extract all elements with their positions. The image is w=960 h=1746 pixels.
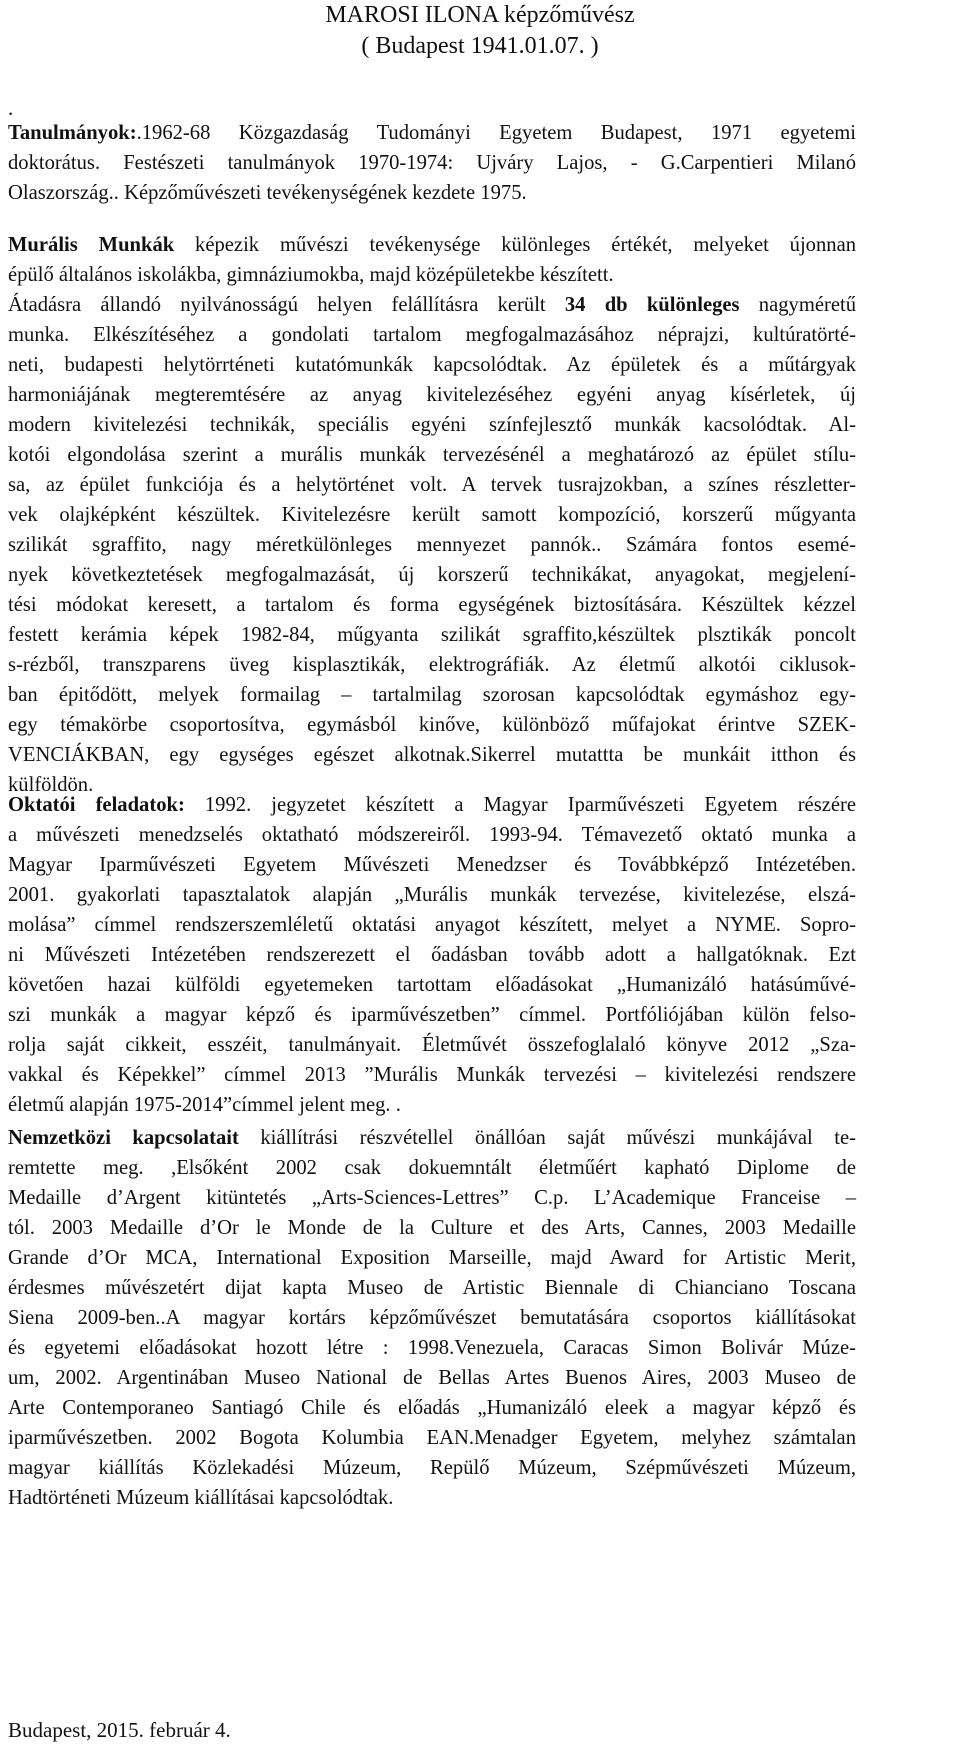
murals-line — [8, 290, 856, 320]
teaching-line: molása” címmel rendszerszemléletű oktatási anyagot készített, melyet a NYME. Sopro- — [8, 914, 856, 936]
murals-heading: Murális Munkák — [8, 234, 175, 256]
studies-line — [8, 118, 856, 148]
international-heading: Nemzetközi kapcsolatait — [8, 1127, 239, 1149]
place-date-footer: Budapest, 2015. február 4. — [8, 1718, 231, 1742]
murals-text: Átadásra állandó nyilvánosságú helyen felállításra került — [8, 294, 565, 316]
murals-line: modern kivitelezési technikák, speciális egyéni színfejlesztő munkák kacsolódtak. Al- — [8, 414, 856, 436]
studies-section — [8, 118, 856, 208]
murals-line: neti, budapesti helytörrténeti kutatómunkák kapcsolódtak. Az épületek és a műtárgyak — [8, 354, 856, 376]
international-line: érdesmes művészetért dijat kapta Museo de Artistic Biennale di Chianciano Toscana — [8, 1277, 856, 1299]
international-line: Siena 2009-ben..A magyar kortárs képzőművészet bemutatására csoportos kiállításokat — [8, 1307, 856, 1329]
teaching-line: 2001. gyakorlati tapasztalatok alapján „Murális munkák tervezése, kivitelezése, elszá- — [8, 884, 856, 906]
international-line: Medaille d’Argent kitüntetés „Arts-Sciences-Lettres” C.p. L’Academique Franceise – — [8, 1187, 856, 1209]
international-line: iparművészetben. 2002 Bogota Kolumbia EAN.Menadger Egyetem, melyhez számtalan — [8, 1427, 856, 1449]
murals-line: munka. Elkészítéséhez a gondolati tartalom megfogalmazásához néprajzi, kultúratörté- — [8, 324, 856, 346]
murals-line: külföldön. — [8, 774, 94, 796]
international-line: remtette meg. ,Elsőként 2002 csak dokuemntált életműért kapható Diplome de — [8, 1157, 856, 1179]
murals-line: ban épitődött, melyek formailag – tartalmilag szorosan kapcsolódtak egymáshoz egy- — [8, 684, 856, 706]
murals-line: VENCIÁKBAN, egy egységes egészet alkotnak.Sikerrel mutattta be munkáit itthon és — [8, 744, 856, 766]
teaching-line: vakkal és Képekkel” címmel 2013 ”Murális Munkák tervezési – kivitelezési rendszere — [8, 1064, 856, 1086]
international-section — [8, 1123, 856, 1513]
teaching-line: szi munkák a magyar képző és iparművészetben” címmel. Portfóliójában külön felso- — [8, 1004, 856, 1026]
international-line: Grande d’Or MCA, International Exposition Marseille, majd Award for Artistic Merit, — [8, 1247, 856, 1269]
artist-name-title: MAROSI ILONA képzőművész — [325, 2, 635, 28]
teaching-line: rolja saját cikkeit, esszéit, tanulmányait. Életművét összefoglalaló könyve 2012 „Sza- — [8, 1034, 856, 1056]
teaching-line: követően hazai külföldi egyetemeken tartottam előadásokat „Humanizáló hatásúművé- — [8, 974, 856, 996]
murals-line: tési módokat keresett, a tartalom és forma egységének biztosítására. Készültek kézzel — [8, 594, 856, 616]
teaching-text: 1992. jegyzetet készített a Magyar Iparművészeti Egyetem részére — [184, 794, 856, 816]
stray-dot: . — [8, 96, 14, 120]
murals-line: festett kerámia képek 1982-84, műgyanta szilikát sgraffito,készültek plsztikák poncolt — [8, 624, 856, 646]
murals-line: s-rézből, transzparens üveg kisplasztikák, elektrográfiák. Az életmű alkotói ciklusok- — [8, 654, 856, 676]
teaching-line: a művészeti menedzselés oktatható módszereiről. 1993-94. Témavezető oktató munka a — [8, 824, 856, 846]
murals-count-highlight: 34 db különleges — [564, 294, 740, 316]
teaching-section — [8, 790, 856, 1120]
murals-line: épülő általános iskolákba, gimnáziumokba, majd középületekbe készített. — [8, 264, 614, 286]
murals-line — [8, 230, 856, 260]
international-line: Arte Contemporaneo Santiagó Chile és előadás „Humanizáló eleek a magyar képző és — [8, 1397, 856, 1419]
murals-line: kotói elgondolása szerint a murális munkák tervezésénél a meghatározó az épület stílu- — [8, 444, 856, 466]
international-line: és egyetemi előadásokat hozott létre : 1998.Venezuela, Caracas Simon Bolivár Múze- — [8, 1337, 856, 1359]
murals-line: harmoniájának megteremtésére az anyag kivitelezéséhez egyéni anyag kísérletek, új — [8, 384, 856, 406]
murals-line: vek olajképként készültek. Kivitelezésre került samott kompozíció, korszerű műgyanta — [8, 504, 856, 526]
studies-heading: Tanulmányok: — [8, 122, 137, 144]
studies-text: .1962-68 Közgazdaság Tudományi Egyetem Budapest, 1971 egyetemi — [136, 122, 856, 144]
studies-line: doktorátus. Festészeti tanulmányok 1970-1974: Ujváry Lajos, - G.Carpentieri Milanó — [8, 152, 856, 174]
murals-line: szilikát sgraffito, nagy méretkülönleges mennyezet pannók.. Számára fontos esemé- — [8, 534, 856, 556]
murals-line: sa, az épület funkciója és a helytörténet volt. A tervek tusrajzokban, a színes részletter- — [8, 474, 856, 496]
teaching-line: életmű alapján 1975-2014”címmel jelent meg. . — [8, 1094, 401, 1116]
murals-text: nagyméretű — [739, 294, 856, 316]
international-line: Hadtörténeti Múzeum kiállításai kapcsolódtak. — [8, 1487, 394, 1509]
murals-line: nyek következtetések megfogalmazását, új korszerű technikákat, anyagokat, megjelení- — [8, 564, 856, 586]
teaching-heading: Oktatói feladatok: — [8, 794, 185, 816]
teaching-line: ni Művészeti Intézetében rendszerezett el őadásban tovább adott a hallgatóknak. Ezt — [8, 944, 856, 966]
birth-date-subtitle: ( Budapest 1941.01.07. ) — [361, 33, 599, 59]
international-text: kiállítrási részvétellel önállóan saját művészi munkájával te- — [238, 1127, 856, 1149]
murals-line: egy témakörbe csoportosítva, egymásból kinőve, különböző műfajokat érintve SZEK- — [8, 714, 856, 736]
international-line: tól. 2003 Medaille d’Or le Monde de la Culture et des Arts, Cannes, 2003 Medaille — [8, 1217, 856, 1239]
international-line: um, 2002. Argentinában Museo National de Bellas Artes Buenos Aires, 2003 Museo de — [8, 1367, 856, 1389]
teaching-line: Magyar Iparművészeti Egyetem Művészeti Menedzser és Továbbképző Intézetében. — [8, 854, 856, 876]
international-line: magyar kiállítás Közlekadési Múzeum, Repülő Múzeum, Szépművészeti Múzeum, — [8, 1457, 856, 1479]
murals-text: képezik művészi tevékenysége különleges értékét, melyeket újonnan — [174, 234, 857, 256]
studies-line: Olaszország.. Képzőművészeti tevékenységének kezdete 1975. — [8, 182, 527, 204]
international-line — [8, 1123, 856, 1153]
teaching-line — [8, 790, 856, 820]
murals-section — [8, 230, 856, 800]
